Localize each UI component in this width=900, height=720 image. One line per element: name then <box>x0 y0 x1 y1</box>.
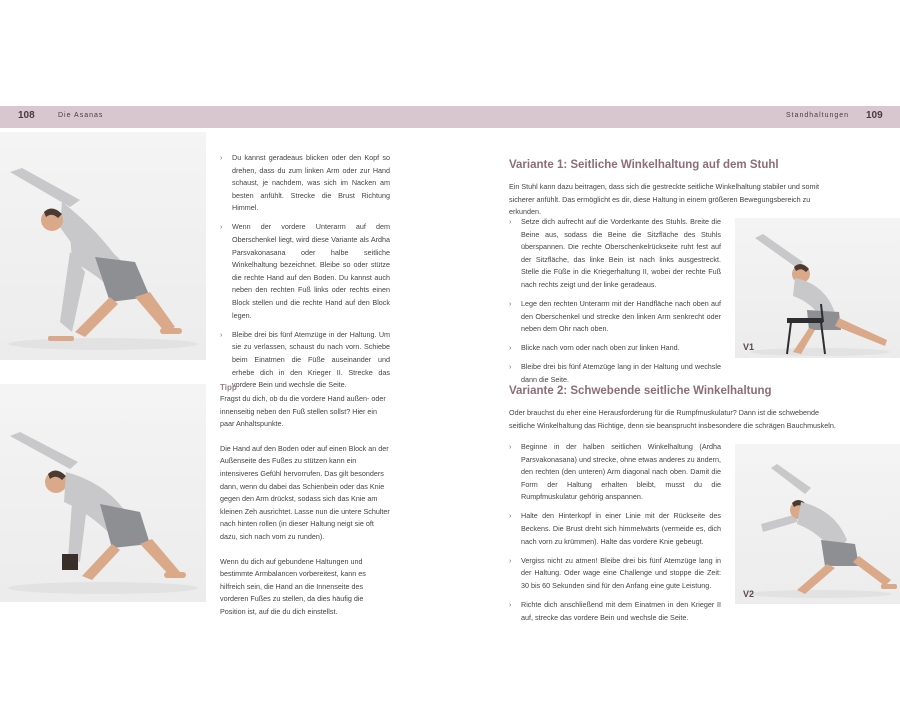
list-item: › Lege den rechten Unterarm mit der Handfläche nach oben auf den Oberschenkel und strecke den linken Arm senkrecht oder neben dem Ohr nach oben. <box>509 299 721 334</box>
left-bullet-list <box>220 152 390 392</box>
variant2-bullet-list <box>509 441 721 624</box>
tip-paragraph: Die Hand auf den Boden oder auf einen Block an der Außenseite des Fußes zu stützen kann ein intensiveres Gefühl hervorrufen. Das gilt besonders dann, wenn du dabei das Schienbein oder das Knie gegen den Arm drückst, sodass sich das Knie am kleinen Zeh ausrichtet. Lasse nun die untere Schulter nach hinten rollen (in dieser Haltung neigt sie oft dazu, sich nach vorn zu runden). <box>220 443 390 541</box>
list-item: › Blicke nach vorn oder nach oben zur linken Hand. <box>509 343 680 353</box>
list-item: › Halte den Hinterkopf in einer Linie mit der Rückseite des Beckens. Die Brust dreht sich himmelwärts (vermeide es, dich nach vorn zu krümmen). Halte das vordere Knie gebeugt. <box>509 511 721 546</box>
variant2-heading: Variante 2: Schwebende seitliche Winkelhaltung <box>509 385 772 397</box>
variant2-photo-label: V2 <box>743 589 755 599</box>
variant2-bullet-column <box>509 441 721 631</box>
tip-box <box>220 382 390 631</box>
variant1-bullet-list <box>509 216 721 387</box>
variant1-intro: Ein Stuhl kann dazu beitragen, dass sich die gestreckte seitliche Winkelhaltung stabiler und somit sicherer anfühlt. Das ermöglicht es dir, diese Haltung in einem größeren Bewegungsbereich zu erkunden. <box>509 182 820 217</box>
tip-title: Tipp <box>220 383 237 392</box>
list-item: › Beginne in der halben seitlichen Winkelhaltung (Ardha Parsvakonasana) und strecke, ohne etwas anderes zu ändern, den rechten (den unteren) Arm diagonal nach oben. Damit die Form der Haltung erhalten bleibt, musst du die Rumpfmuskulatur gehörig anspannen. <box>509 442 721 502</box>
list-item: › Vergiss nicht zu atmen! Bleibe drei bis fünf Atemzüge lang in der Haltung. Oder wage eine Challenge und stoppe die Zeit: 30 bis 60 Sekunden sind für den Anfang eine gute Leistung. <box>509 555 721 590</box>
variant1-photo-label: V1 <box>743 342 755 352</box>
variant1-photo <box>735 218 900 358</box>
list-item: › Richte dich anschließend mit dem Einatmen in den Krieger II auf, strecke das vordere Bein und wechsle die Seite. <box>509 600 721 622</box>
left-bullet-column <box>220 152 390 398</box>
right-page-number: 109 <box>866 110 883 121</box>
chair-pose-illustration <box>735 218 900 358</box>
list-item: › Setze dich aufrecht auf die Vorderkante des Stuhls. Breite die Beine aus, sodass die Beine die Sitzfläche des Stuhls überspannen. Die rechte Oberschenkelrückseite ruht fest auf der Sitzfläche, das linke Bein ist nach links ausgestreckt. Stelle die Füße in die Kriegerhaltung II, wobei der rechte Fuß nach rechts zeigt und der linke geradeaus. <box>509 217 721 289</box>
variant2-photo <box>735 444 900 604</box>
variant1-heading: Variante 1: Seitliche Winkelhaltung auf dem Stuhl <box>509 159 779 171</box>
tip-paragraph: Fragst du dich, ob du die vordere Hand außen- oder innenseitig neben den Fuß stellen sollst? Hier ein paar Anhaltspunkte. <box>220 394 386 429</box>
running-header <box>0 106 900 128</box>
left-running-title: Die Asanas <box>58 112 104 119</box>
pose-photo-2 <box>0 384 206 602</box>
floating-pose-illustration <box>735 444 900 604</box>
variant1-bullet-column <box>509 216 721 393</box>
yoga-figure-block-illustration <box>0 384 206 602</box>
tip-paragraph: Wenn du dich auf gebundene Haltungen und bestimmte Armbalancen vorbereitest, kann es hilfreich sein, die Hand an die Innenseite des vorderen Fußes zu stellen, da dies häufig die Position ist, auf die du dich einstellst. <box>220 556 366 616</box>
list-item: › Wenn der vordere Unterarm auf dem Oberschenkel liegt, wird diese Variante als Ardha Parsvakonasana oder halbe seitliche Winkelhaltung bezeichnet. Bleibe so oder stütze die rechte Hand auf den Boden. Du kannst auch neben den rechten Fuß links oder rechts einen Block stellen und die rechte Hand auf den Block legen. <box>220 222 390 320</box>
right-running-title: Standhaltungen <box>786 112 850 119</box>
yoga-figure-illustration <box>0 132 206 360</box>
variant2-intro: Oder brauchst du eher eine Herausforderung für die Rumpfmuskulatur? Dann ist die schwebende seitliche Winkelhaltung das Richtige, denn sie beansprucht insbesondere die schrägen Bauchmuskeln. <box>509 408 836 430</box>
list-item: › Bleibe drei bis fünf Atemzüge in der Haltung. Um sie zu verlassen, schaust du nach vorn. Schiebe beim Einatmen die Füße auseinander und erhebe dich in den Krieger II. Strecke das vordere Bein und wechsle die Seite. <box>220 329 390 390</box>
left-page-number: 108 <box>18 110 35 121</box>
pose-photo-1 <box>0 132 206 360</box>
list-item: › Bleibe drei bis fünf Atemzüge lang in der Haltung und wechsle dann die Seite. <box>509 362 721 385</box>
list-item: › Du kannst geradeaus blicken oder den Kopf so drehen, dass du zum linken Arm oder zur Hand schaust, je nachdem, was sich im Nacken am besten anfühlt. Strecke die Brust Richtung Himmel. <box>220 153 390 213</box>
